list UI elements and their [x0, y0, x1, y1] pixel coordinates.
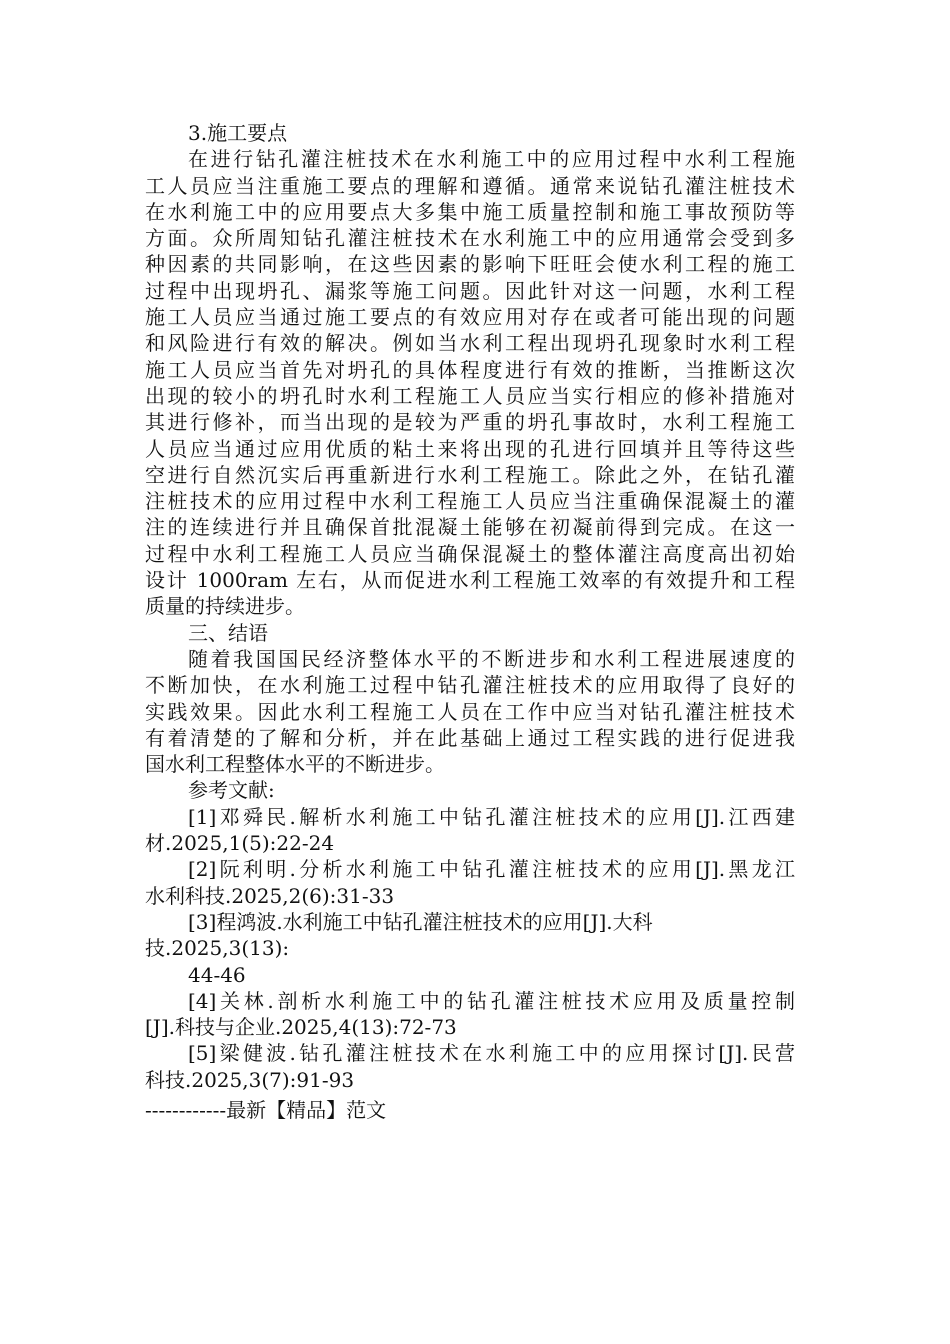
paragraph-line: 人员应当通过应用优质的粘土来将出现的孔进行回填并且等待这些 [145, 436, 795, 461]
reference-line: [4]关林.剖析水利施工中的钻孔灌注桩技术应用及质量控制 [188, 988, 795, 1013]
reference-line: 材.2025,1(5):22-24 [145, 831, 335, 856]
reference-line: 科技.2025,3(7):91-93 [145, 1067, 355, 1092]
paragraph-line: 和风险进行有效的解决。例如当水利工程出现坍孔现象时水利工程 [145, 331, 795, 356]
reference-line: [5]梁健波.钻孔灌注桩技术在水利施工中的应用探讨[J].民营 [188, 1041, 795, 1066]
reference-line: 44-46 [188, 962, 246, 987]
paragraph-line: 随着我国国民经济整体水平的不断进步和水利工程进展速度的 [188, 646, 795, 671]
reference-line: 水利科技.2025,2(6):31-33 [145, 883, 395, 908]
paragraph-line: 种因素的共同影响，在这些因素的影响下旺旺会使水利工程的施工 [145, 252, 795, 277]
paragraph-line: 实践效果。因此水利工程施工人员在工作中应当对钻孔灌注桩技术 [145, 699, 795, 724]
footer-text: ------------最新【精品】范文 [145, 1098, 387, 1122]
paragraph-line: 过程中水利工程施工人员应当确保混凝土的整体灌注高度高出初始 [145, 541, 795, 566]
paragraph-line: 在进行钻孔灌注桩技术在水利施工中的应用过程中水利工程施 [188, 147, 795, 172]
paragraph-line: 出现的较小的坍孔时水利工程施工人员应当实行相应的修补措施对 [145, 383, 795, 408]
reference-line: [2]阮利明.分析水利施工中钻孔灌注桩技术的应用[J].黑龙江 [188, 857, 795, 882]
paragraph-line: 施工人员应当首先对坍孔的具体程度进行有效的推断，当推断这次 [145, 357, 795, 382]
paragraph-line: 过程中出现坍孔、漏浆等施工问题。因此针对这一问题，水利工程 [145, 278, 795, 303]
paragraph-line: 质量的持续进步。 [145, 594, 305, 619]
paragraph-line: 在水利施工中的应用要点大多集中施工质量控制和施工事故预防等 [145, 199, 795, 224]
reference-line: [J].科技与企业.2025,4(13):72-73 [145, 1015, 457, 1040]
paragraph-line: 注桩技术的应用过程中水利工程施工人员应当注重确保混凝土的灌 [145, 489, 795, 514]
paragraph-line: 注的连续进行并且确保首批混凝土能够在初凝前得到完成。在这一 [145, 515, 795, 540]
section-heading: 3.施工要点 [188, 121, 288, 145]
paragraph-line: 设计 1000ram 左右，从而促进水利工程施工效率的有效提升和工程 [145, 568, 795, 593]
references-heading: 参考文献: [188, 778, 275, 803]
paragraph-line: 不断加快，在水利施工过程中钻孔灌注桩技术的应用取得了良好的 [145, 673, 795, 698]
reference-line: [3]程鸿波.水利施工中钻孔灌注桩技术的应用[J].大科 [188, 909, 653, 934]
paragraph-line: 施工人员应当通过施工要点的有效应用对存在或者可能出现的问题 [145, 305, 795, 330]
paragraph-line: 工人员应当注重施工要点的理解和遵循。通常来说钻孔灌注桩技术 [145, 173, 795, 198]
reference-line: 技.2025,3(13): [145, 936, 290, 961]
reference-line: [1]邓舜民.解析水利施工中钻孔灌注桩技术的应用[J].江西建 [188, 804, 795, 829]
section-heading: 三、结语 [188, 620, 268, 645]
paragraph-line: 国水利工程整体水平的不断进步。 [145, 752, 445, 777]
paragraph-line: 其进行修补，而当出现的是较为严重的坍孔事故时，水利工程施工 [145, 410, 795, 435]
paragraph-line: 有着清楚的了解和分析，并在此基础上通过工程实践的进行促进我 [145, 725, 795, 750]
paragraph-line: 方面。众所周知钻孔灌注桩技术在水利施工中的应用通常会受到多 [145, 226, 795, 251]
document-body [145, 120, 795, 1093]
paragraph-line: 空进行自然沉实后再重新进行水利工程施工。除此之外，在钻孔灌 [145, 462, 795, 487]
